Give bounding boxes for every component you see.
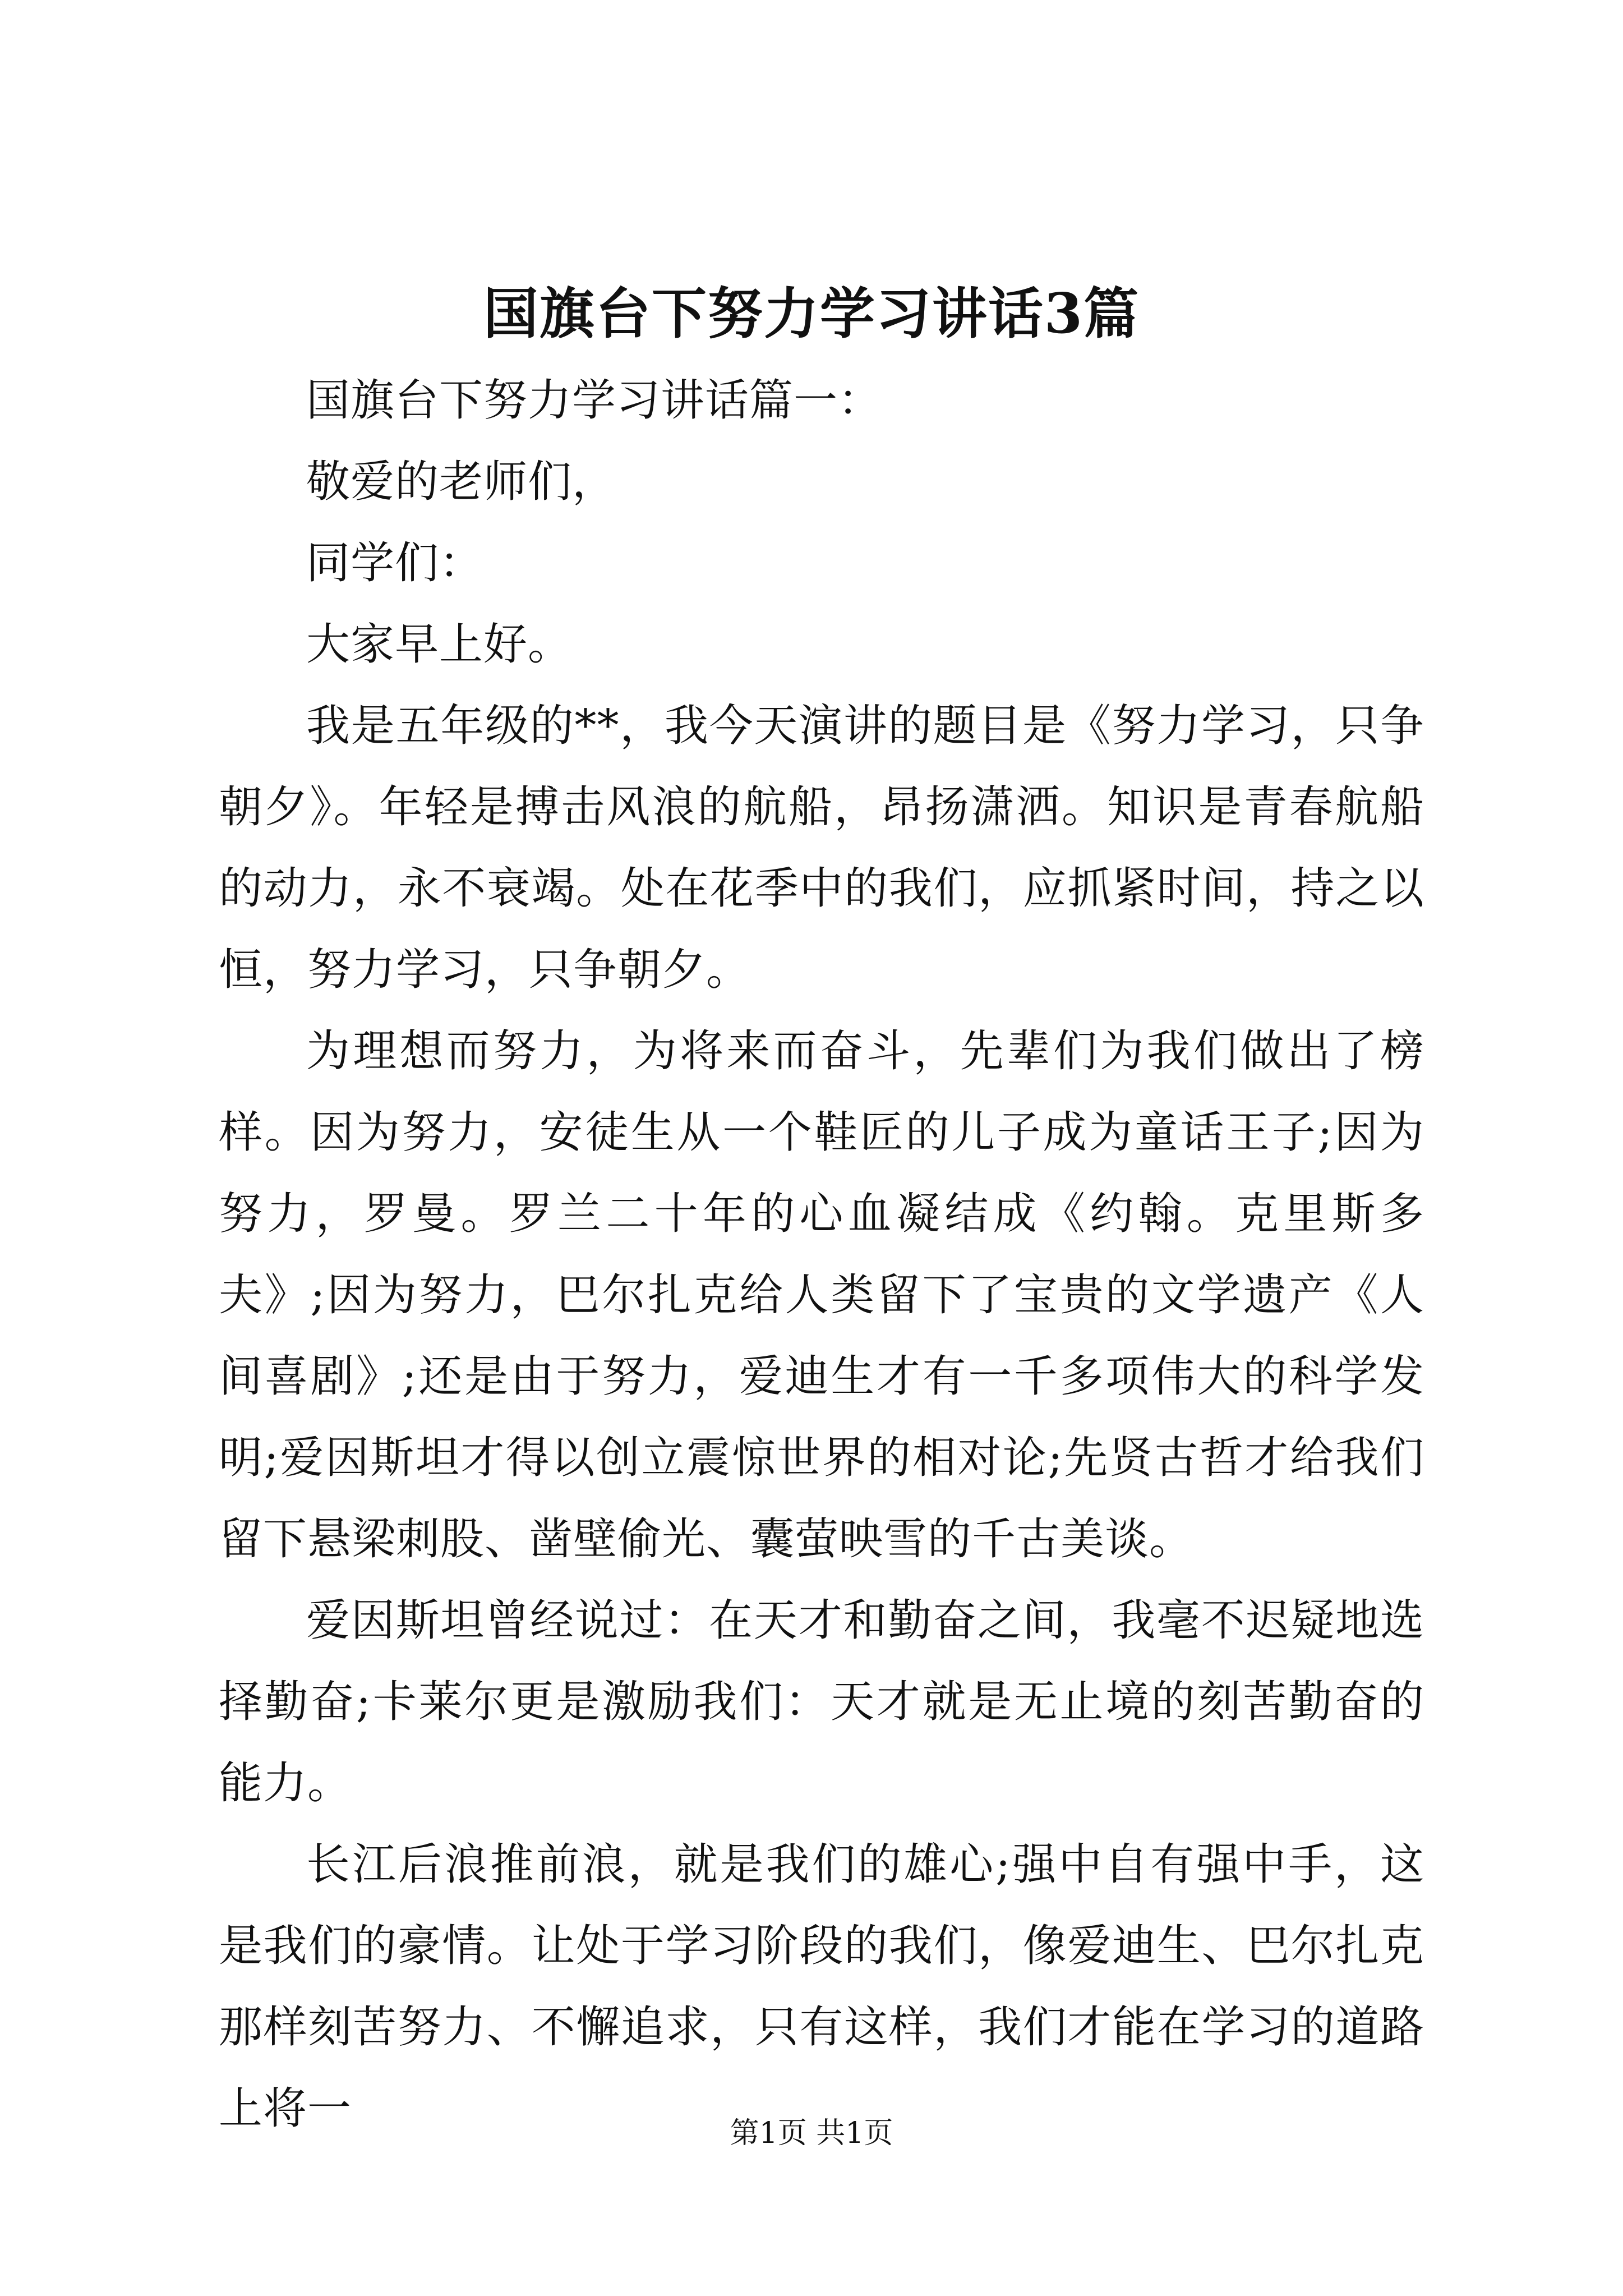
paragraph-introduction: 我是五年级的**，我今天演讲的题目是《努力学习，只争朝夕》。年轻是搏击风浪的航船，昂扬潇洒。知识是青春航船的动力，永不衰竭。处在花季中的我们，应抓紧时间，持之以恒，努力学习，只争朝夕。 [219, 701, 1424, 995]
page-footer: 第1页 共1页 [730, 2116, 893, 2150]
paragraph-examples: 为理想而努力，为将来而奋斗，先辈们为我们做出了榜样。因为努力，安徒生从一个鞋匠的儿子成为童话王子;因为努力，罗曼。罗兰二十年的心血凝结成《约翰。克里斯多夫》;因为努力，巴尔扎克给人类留下了宝贵的文学遗产《人间喜剧》;还是由于努力，爱迪生才有一千多项伟大的科学发明;爱因斯坦才得以创立震惊世界的相对论;先贤古哲才给我们留下悬梁刺股、凿壁偷光、囊萤映雪的千古美谈。 [219, 1026, 1424, 1565]
paragraph-quotes: 爱因斯坦曾经说过：在天才和勤奋之间，我毫不迟疑地选择勤奋;卡莱尔更是激励我们：天才就是无止境的刻苦勤奋的能力。 [219, 1595, 1424, 1809]
document-title: 国旗台下努力学习讲话3篇 [483, 282, 1140, 346]
paragraph-salutation-teachers: 敬爱的老师们， [306, 457, 617, 507]
document-body [219, 360, 1424, 2150]
paragraph-greeting: 大家早上好。 [306, 619, 573, 670]
paragraph-heading-part-one: 国旗台下努力学习讲话篇一： [306, 375, 883, 426]
paragraph-salutation-students: 同学们： [306, 538, 484, 588]
paragraph-conclusion: 长江后浪推前浪，就是我们的雄心;强中自有强中手，这是我们的豪情。让处于学习阶段的我们，像爱迪生、巴尔扎克那样刻苦努力、不懈追求，只有这样，我们才能在学习的道路上将一 [219, 1839, 1424, 2134]
